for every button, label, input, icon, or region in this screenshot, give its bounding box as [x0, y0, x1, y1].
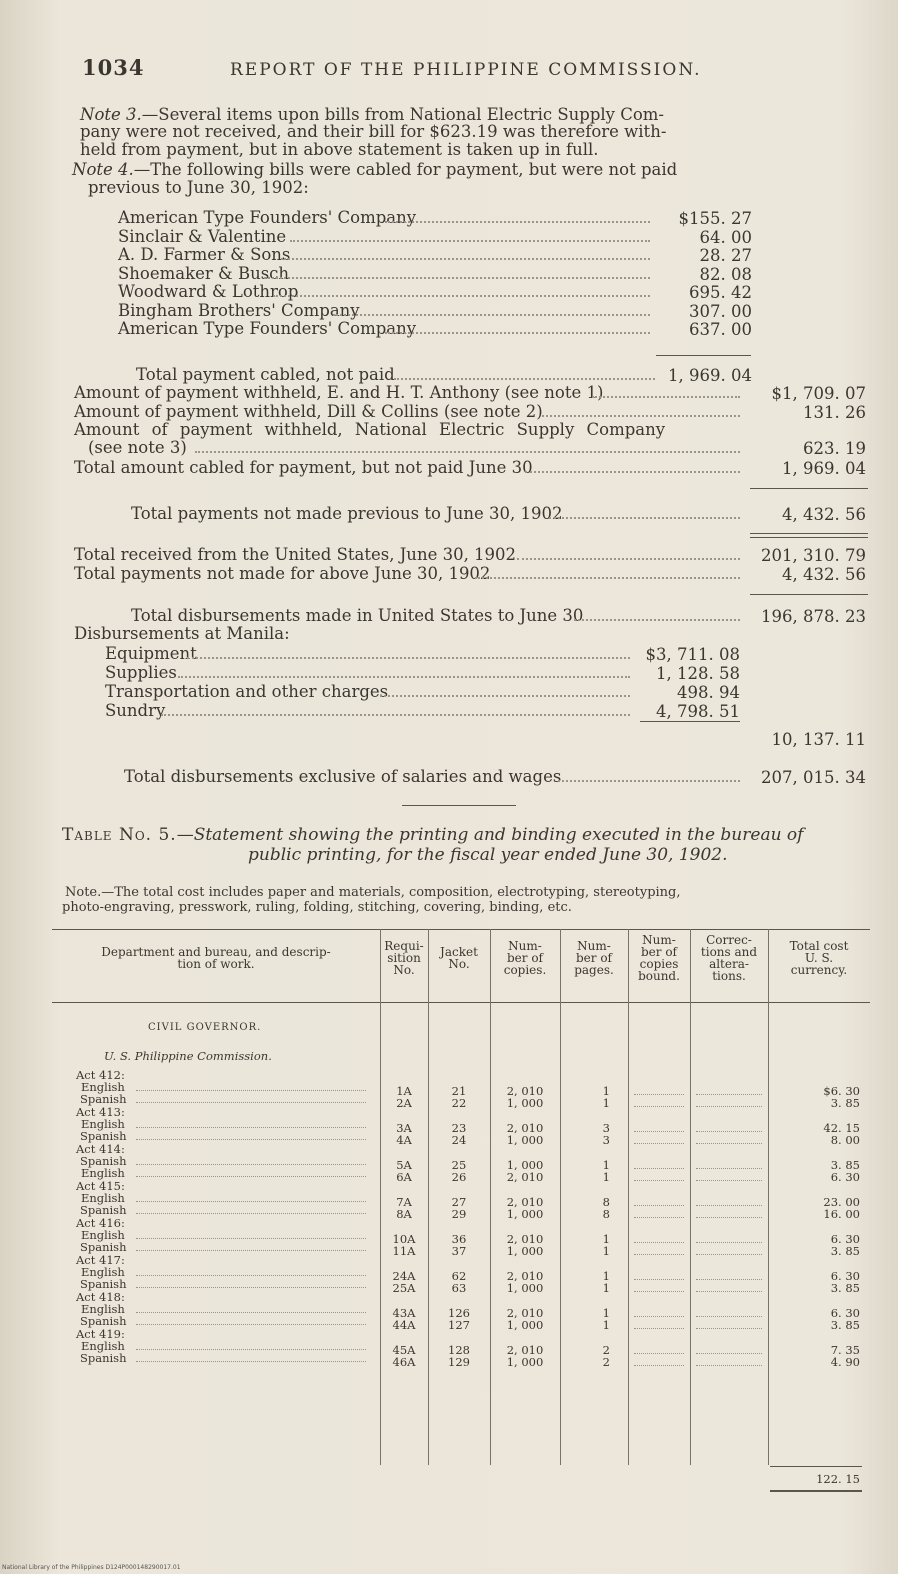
header-cost: Total cost — [789, 939, 849, 953]
row-language: English — [81, 1166, 125, 1180]
leader-dots — [696, 1143, 762, 1144]
bill-amount: 64. 00 — [699, 227, 752, 247]
leader-dots — [696, 1328, 762, 1329]
header-cost: U. S. — [804, 951, 834, 965]
cell-cost: 3. 85 — [830, 1244, 860, 1258]
row-language: Spanish — [80, 1129, 127, 1143]
leader-dots — [136, 1287, 367, 1288]
cell-pages: 1 — [602, 1170, 610, 1184]
cell-total-cost: 122. 15 — [816, 1472, 860, 1486]
leader-dots — [136, 1349, 367, 1350]
leader-dots — [542, 415, 740, 417]
bill-name: Sinclair & Valentine — [118, 226, 287, 246]
leader-dots — [634, 1279, 684, 1280]
withheld-nesc-label: (see note 3) — [88, 438, 187, 457]
leader-dots — [136, 1201, 367, 1202]
cell-jacket: 21 — [451, 1084, 467, 1098]
cell-jacket: 27 — [451, 1195, 467, 1209]
page-header-title: REPORT OF THE PHILIPPINE COMMISSION. — [230, 60, 702, 80]
cell-pages: 1 — [602, 1158, 610, 1172]
header-pages: ber of — [576, 951, 612, 965]
cell-jacket: 126 — [448, 1306, 470, 1320]
row-language: Spanish — [80, 1240, 127, 1254]
header-jacket: Jacket — [440, 945, 478, 959]
header-pages: pages. — [574, 963, 614, 977]
leader-dots — [574, 619, 740, 621]
cell-pages: 1 — [602, 1269, 610, 1283]
leader-dots — [696, 1291, 762, 1292]
leader-dots — [696, 1254, 762, 1255]
leader-dots — [634, 1168, 684, 1169]
manila-item-amount: $3, 711. 08 — [645, 645, 740, 664]
leader-dots — [136, 1090, 367, 1091]
withheld-anthony-label: Amount of payment withheld, E. and H. T. Anthony (see note 1) — [74, 383, 604, 402]
row-language: Spanish — [80, 1314, 127, 1328]
cell-pages: 1 — [602, 1306, 610, 1320]
manila-label: Disbursements at Manila: — [74, 624, 290, 643]
leader-dots — [136, 1250, 367, 1251]
leader-dots — [281, 258, 650, 260]
header-req: sition — [387, 951, 421, 965]
rule-summary-2b — [750, 537, 868, 538]
leader-dots — [634, 1180, 684, 1181]
cell-requisition: 1A — [396, 1084, 412, 1098]
header-cost: currency. — [790, 963, 848, 977]
cell-copies: 2, 010 — [506, 1084, 544, 1098]
cell-copies: 1, 000 — [506, 1244, 544, 1258]
total-cabled-label: Total payment cabled, not paid — [136, 365, 395, 384]
row-language: English — [81, 1228, 125, 1242]
bill-name: Shoemaker & Busch — [118, 263, 290, 283]
cell-cost: 3. 85 — [830, 1281, 860, 1295]
cell-jacket: 127 — [448, 1318, 470, 1332]
leader-dots — [136, 1213, 367, 1214]
not-made-above-label: Total payments not made for above June 30, 1902 — [74, 564, 491, 583]
leader-dots — [264, 277, 650, 279]
received-amount: 201, 310. 79 — [761, 546, 866, 565]
leader-dots — [136, 1102, 367, 1103]
footer-credit: National Library of the Philippines D124P000148290017.01 — [2, 1564, 181, 1571]
cell-pages: 1 — [602, 1281, 610, 1295]
header-dept: tion of work. — [177, 957, 255, 971]
leader-dots — [634, 1291, 684, 1292]
cell-jacket: 29 — [451, 1207, 467, 1221]
bill-amount: 28. 27 — [699, 246, 752, 265]
leader-dots — [385, 221, 650, 223]
leader-dots — [696, 1353, 762, 1354]
bill-amount: 82. 08 — [699, 264, 752, 284]
cell-requisition: 11A — [392, 1244, 416, 1258]
leader-dots — [290, 240, 650, 242]
bill-name: American Type Founders' Company — [118, 208, 417, 227]
leader-dots — [558, 780, 740, 782]
leader-dots — [696, 1279, 762, 1280]
disbursements-us-amount: 196, 878. 23 — [761, 607, 866, 626]
cell-pages: 8 — [602, 1195, 610, 1209]
column-divider — [690, 929, 691, 1465]
leader-dots — [634, 1106, 684, 1107]
cell-copies: 2, 010 — [506, 1343, 544, 1357]
withheld-dill-amount: 131. 26 — [803, 403, 866, 422]
leader-dots — [696, 1131, 762, 1132]
cell-requisition: 45A — [392, 1343, 416, 1357]
row-language: Spanish — [80, 1277, 127, 1291]
cell-pages: 3 — [602, 1121, 610, 1135]
disbursements-us-label: Total disbursements made in United States to June 30 — [131, 606, 584, 625]
total-rule — [770, 1466, 862, 1467]
bill-amount: $155. 27 — [678, 209, 752, 228]
leader-dots — [178, 676, 630, 678]
table5-note-line1: Note.—The total cost includes paper and materials, composition, electrotyping, stereotyping, — [65, 885, 681, 900]
cell-pages: 2 — [602, 1355, 610, 1369]
leader-dots — [634, 1094, 684, 1095]
table5-note-line2: photo-engraving, presswork, ruling, folding, stitching, covering, binding, etc. — [62, 900, 572, 915]
leader-dots — [136, 1176, 367, 1177]
header-jacket: No. — [448, 957, 470, 971]
leader-dots — [517, 558, 740, 560]
row-language: English — [81, 1265, 125, 1279]
header-copies: copies. — [503, 963, 547, 977]
leader-dots — [187, 657, 630, 659]
payments-not-made-label: Total payments not made previous to June 30, 1902 — [131, 504, 563, 523]
leader-dots — [696, 1205, 762, 1206]
act-label: Act 412: — [76, 1068, 125, 1082]
header-bound: copies — [639, 957, 679, 971]
column-divider — [628, 929, 629, 1465]
cell-cost: 6. 30 — [830, 1170, 860, 1184]
leader-dots — [634, 1365, 684, 1366]
leader-dots — [634, 1143, 684, 1144]
cell-cost: 3. 85 — [830, 1318, 860, 1332]
header-req: No. — [393, 963, 415, 977]
cell-copies: 1, 000 — [506, 1158, 544, 1172]
leader-dots — [475, 577, 740, 579]
rule-manila — [640, 721, 740, 722]
cell-jacket: 24 — [451, 1133, 467, 1147]
rule-summary-3 — [750, 594, 868, 595]
cell-pages: 1 — [602, 1096, 610, 1110]
leader-dots — [634, 1353, 684, 1354]
cell-copies: 2, 010 — [506, 1269, 544, 1283]
cell-pages: 1 — [602, 1244, 610, 1258]
manila-total: 10, 137. 11 — [771, 730, 866, 749]
cell-cost: 6. 30 — [830, 1306, 860, 1320]
note3-line3: held from payment, but in above statement is taken up in full. — [80, 140, 599, 159]
bill-name: Woodward & Lothrop — [118, 282, 299, 301]
act-label: Act 417: — [76, 1253, 125, 1267]
cell-requisition: 44A — [392, 1318, 416, 1332]
row-language: Spanish — [80, 1203, 127, 1217]
cell-requisition: 4A — [396, 1133, 412, 1147]
note4-line1: Note 4.—The following bills were cabled for payment, but were not paid — [72, 160, 678, 179]
leader-dots — [385, 332, 650, 334]
cell-pages: 2 — [602, 1343, 610, 1357]
cell-jacket: 129 — [448, 1355, 470, 1369]
leader-dots — [634, 1328, 684, 1329]
cell-jacket: 63 — [451, 1281, 467, 1295]
leader-dots — [136, 1164, 367, 1165]
received-label: Total received from the United States, June 30, 1902 — [74, 545, 517, 564]
cell-copies: 1, 000 — [506, 1355, 544, 1369]
header-corr: tions. — [712, 969, 746, 983]
table-header-rule — [52, 1002, 870, 1003]
row-language: Spanish — [80, 1154, 127, 1168]
cell-requisition: 2A — [396, 1096, 412, 1110]
cell-requisition: 24A — [392, 1269, 416, 1283]
leader-dots — [136, 1361, 367, 1362]
leader-dots — [273, 295, 650, 297]
cell-pages: 8 — [602, 1207, 610, 1221]
leader-dots — [634, 1254, 684, 1255]
cell-cost: 8. 00 — [830, 1133, 860, 1147]
total-excl-label: Total disbursements exclusive of salaries and wages — [124, 767, 562, 786]
cell-cost: 6. 30 — [830, 1232, 860, 1246]
manila-item-name: Sundry — [105, 701, 166, 720]
rule-summary-2a — [750, 533, 868, 534]
cell-requisition: 8A — [396, 1207, 412, 1221]
bill-amount: 307. 00 — [689, 301, 752, 321]
cell-jacket: 62 — [451, 1269, 467, 1283]
withheld-nesc-line1: Amount of payment withheld, National Electric Supply Company — [74, 420, 666, 439]
header-bound: ber of — [641, 945, 677, 959]
total-excl-amount: 207, 015. 34 — [761, 768, 866, 787]
header-corr: Correc- — [706, 933, 752, 947]
leader-dots — [136, 1324, 367, 1325]
leader-dots — [696, 1168, 762, 1169]
header-corr: tions and — [700, 945, 758, 959]
cell-cost: 16. 00 — [823, 1207, 860, 1221]
cell-copies: 1, 000 — [506, 1133, 544, 1147]
cell-requisition: 6A — [396, 1170, 412, 1184]
table5-caption-line1: Table No. 5.—Statement showing the printing and binding executed in the bureau of — [62, 825, 804, 845]
rule-summary-1 — [750, 488, 868, 489]
cell-cost: 23. 00 — [823, 1195, 860, 1209]
cell-cost: 6. 30 — [830, 1269, 860, 1283]
total-cabled-amount: 1, 969. 04 — [668, 366, 752, 385]
header-dept: Department and bureau, and descrip- — [101, 945, 331, 959]
row-language: English — [81, 1191, 125, 1205]
manila-item-amount: 4, 798. 51 — [656, 702, 740, 721]
note3-line1: Note 3.—Several items upon bills from National Electric Supply Com- — [80, 105, 665, 124]
leader-dots — [634, 1242, 684, 1243]
manila-item-amount: 1, 128. 58 — [656, 664, 740, 683]
cell-requisition: 25A — [392, 1281, 416, 1295]
section-civil-governor: CIVIL GOVERNOR. — [148, 1022, 262, 1033]
leader-dots — [136, 1127, 367, 1128]
cell-jacket: 26 — [451, 1170, 467, 1184]
note3-line2: pany were not received, and their bill for $623.19 was therefore with- — [80, 122, 667, 141]
cell-requisition: 46A — [392, 1355, 416, 1369]
leader-dots — [696, 1217, 762, 1218]
leader-dots — [634, 1217, 684, 1218]
act-label: Act 413: — [76, 1105, 125, 1119]
cell-copies: 2, 010 — [506, 1170, 544, 1184]
leader-dots — [592, 396, 740, 398]
table-top-rule — [52, 929, 870, 930]
note4-line2: previous to June 30, 1902: — [88, 178, 309, 197]
leader-dots — [136, 1139, 367, 1140]
cabled-not-paid-label: Total amount cabled for payment, but not paid June 30 — [74, 458, 533, 477]
header-corr: altera- — [709, 957, 749, 971]
cell-pages: 3 — [602, 1133, 610, 1147]
cell-jacket: 25 — [451, 1158, 467, 1172]
rule-bills-total — [656, 355, 751, 356]
cell-requisition: 43A — [392, 1306, 416, 1320]
cell-requisition: 3A — [396, 1121, 412, 1135]
leader-dots — [634, 1131, 684, 1132]
cell-cost: 7. 35 — [830, 1343, 860, 1357]
leader-dots — [696, 1094, 762, 1095]
cell-requisition: 7A — [396, 1195, 412, 1209]
bill-name: American Type Founders' Company — [118, 319, 417, 338]
cell-pages: 1 — [602, 1318, 610, 1332]
table5-caption-line2: public printing, for the fiscal year ended June 30, 1902. — [248, 845, 728, 865]
act-label: Act 416: — [76, 1216, 125, 1230]
manila-item-name: Supplies — [105, 663, 177, 682]
cell-pages: 1 — [602, 1084, 610, 1098]
subsection-commission: U. S. Philippine Commission. — [104, 1049, 272, 1063]
cell-jacket: 36 — [451, 1232, 467, 1246]
cell-copies: 2, 010 — [506, 1306, 544, 1320]
cell-copies: 2, 010 — [506, 1232, 544, 1246]
header-req: Requi- — [384, 939, 424, 953]
leader-dots — [136, 1275, 367, 1276]
header-copies: ber of — [507, 951, 543, 965]
cell-jacket: 22 — [451, 1096, 467, 1110]
row-language: English — [81, 1302, 125, 1316]
cell-copies: 1, 000 — [506, 1281, 544, 1295]
act-label: Act 418: — [76, 1290, 125, 1304]
leader-dots — [634, 1205, 684, 1206]
cell-jacket: 23 — [451, 1121, 467, 1135]
cell-requisition: 5A — [396, 1158, 412, 1172]
leader-dots — [696, 1106, 762, 1107]
row-language: English — [81, 1080, 125, 1094]
page-number: 1034 — [82, 55, 145, 80]
cabled-not-paid-amount: 1, 969. 04 — [782, 459, 866, 478]
row-language: Spanish — [80, 1092, 127, 1106]
cell-copies: 1, 000 — [506, 1207, 544, 1221]
leader-dots — [549, 517, 740, 519]
cell-copies: 1, 000 — [506, 1096, 544, 1110]
cell-pages: 1 — [602, 1232, 610, 1246]
payments-not-made-amount: 4, 432. 56 — [782, 505, 866, 524]
cell-jacket: 128 — [448, 1343, 470, 1357]
cell-cost: 42. 15 — [823, 1121, 860, 1135]
cell-cost: $6. 30 — [823, 1084, 860, 1098]
leader-dots — [333, 314, 650, 316]
row-language: English — [81, 1339, 125, 1353]
row-language: English — [81, 1117, 125, 1131]
manila-item-amount: 498. 94 — [677, 683, 740, 702]
leader-dots — [696, 1242, 762, 1243]
cell-requisition: 10A — [392, 1232, 416, 1246]
header-pages: Num- — [577, 939, 611, 953]
withheld-anthony-amount: $1, 709. 07 — [771, 384, 866, 403]
row-language: Spanish — [80, 1351, 127, 1365]
leader-dots — [634, 1316, 684, 1317]
act-label: Act 414: — [76, 1142, 125, 1156]
section-rule — [402, 805, 516, 806]
manila-item-name: Transportation and other charges — [105, 682, 389, 701]
cell-cost: 3. 85 — [830, 1158, 860, 1172]
leader-dots — [696, 1180, 762, 1181]
withheld-dill-label: Amount of payment withheld, Dill & Collins (see note 2) — [74, 402, 543, 421]
leader-dots — [525, 471, 740, 473]
cell-cost: 3. 85 — [830, 1096, 860, 1110]
act-label: Act 419: — [76, 1327, 125, 1341]
withheld-nesc-amount: 623. 19 — [803, 439, 866, 458]
cell-jacket: 37 — [451, 1244, 467, 1258]
header-copies: Num- — [508, 939, 542, 953]
leader-dots — [394, 378, 655, 380]
bill-name: A. D. Farmer & Sons — [118, 245, 291, 264]
manila-item-name: Equipment — [105, 644, 197, 663]
leader-dots — [380, 695, 630, 697]
cell-copies: 1, 000 — [506, 1318, 544, 1332]
leader-dots — [136, 1312, 367, 1313]
cell-copies: 2, 010 — [506, 1195, 544, 1209]
header-bound: bound. — [638, 969, 680, 983]
leader-dots — [696, 1316, 762, 1317]
act-label: Act 415: — [76, 1179, 125, 1193]
total-rule-bottom — [770, 1490, 862, 1492]
leader-dots — [195, 451, 740, 453]
cell-copies: 2, 010 — [506, 1121, 544, 1135]
bill-name: Bingham Brothers' Company — [118, 300, 360, 320]
bill-amount: 637. 00 — [689, 320, 752, 339]
leader-dots — [696, 1365, 762, 1366]
leader-dots — [161, 714, 630, 716]
not-made-above-amount: 4, 432. 56 — [782, 565, 866, 584]
cell-cost: 4. 90 — [830, 1355, 860, 1369]
bill-amount: 695. 42 — [689, 283, 752, 302]
header-bound: Num- — [642, 933, 676, 947]
leader-dots — [136, 1238, 367, 1239]
